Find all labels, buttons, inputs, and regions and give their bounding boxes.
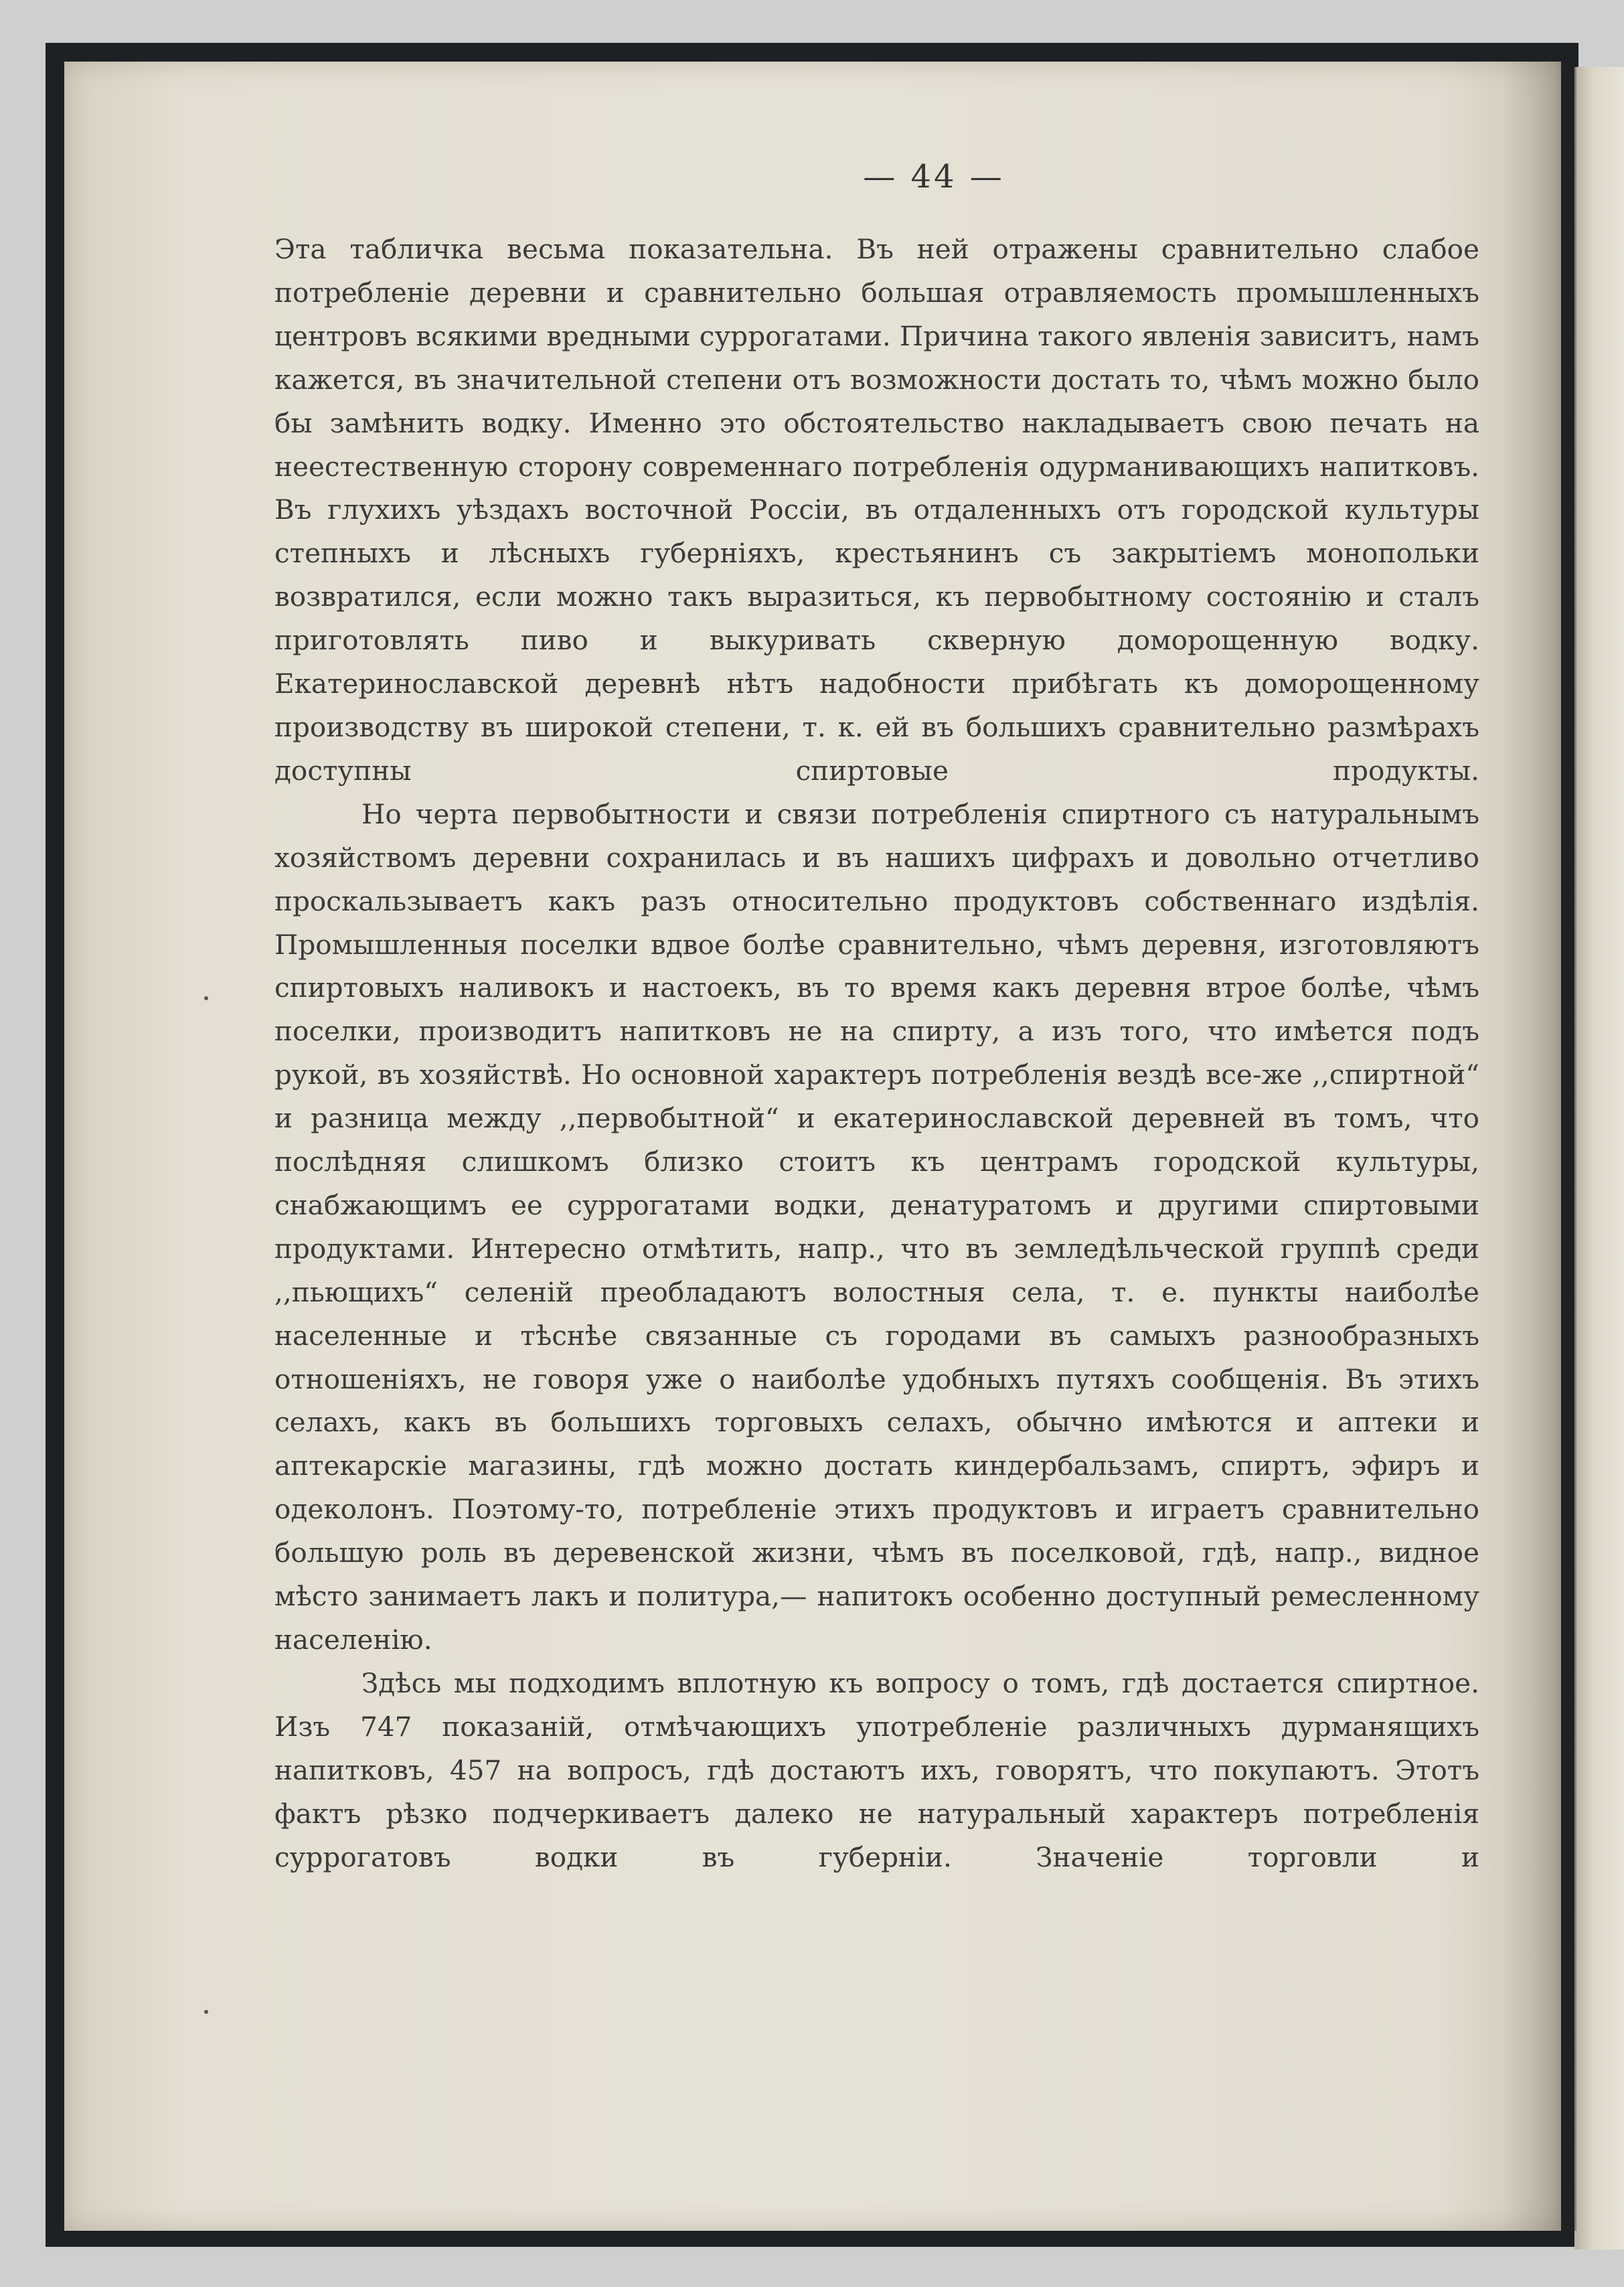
page-number: — 44 — <box>863 158 1005 195</box>
paragraph-2: Но черта первобытности и связи потребленія спиртного съ натуральнымъ хозяйствомъ деревни сохранилась и въ нашихъ цифрахъ и довольно отчетливо проскальзываетъ какъ разъ относительно продуктовъ собственнаго издѣлія. Промышленныя поселки вдвое болѣе сравнительно, чѣмъ деревня, изготовляютъ спиртовыхъ наливокъ и настоекъ, въ то время какъ деревня втрое болѣе, чѣмъ поселки, производитъ напитковъ не на спирту, а изъ того, что имѣется подъ рукой, въ хозяйствѣ. Но основной характеръ потребленія вездѣ все-же ,,спиртной“ и разница между ,,первобытной“ и екатеринославской деревней въ томъ, что послѣдняя слишкомъ близко стоитъ къ центрамъ городской культуры, снабжающимъ ее суррогатами водки, денатуратомъ и другими спиртовыми продуктами. Интересно отмѣтить, напр., что въ земледѣльческой группѣ среди ,,пьющихъ“ селеній преобладаютъ волостныя села, т. е. пункты наиболѣе населенные и тѣснѣе связанные съ городами въ самыхъ разнообразныхъ отношеніяхъ, не говоря уже о наиболѣе удобныхъ путяхъ сообщенія. Въ этихъ селахъ, какъ въ большихъ торговыхъ селахъ, обычно имѣются и аптеки и аптекарскіе магазины, гдѣ можно достать киндербальзамъ, спиртъ, эфиръ и одеколонъ. Поэтому-то, потребленіе этихъ продуктовъ и играетъ сравнительно большую роль въ деревенской жизни, чѣмъ въ поселковой, гдѣ, напр., видное мѣсто занимаетъ лакъ и политура,— напитокъ особенно доступный ремесленному населенію. <box>274 797 1479 1656</box>
next-page-edge <box>1574 67 1624 2250</box>
paragraph-1: Эта табличка весьма показательна. Въ ней отражены сравнительно слабое потребленіе деревни и сравнительно большая отравляемость промышленныхъ центровъ всякими вредными суррогатами. Причина такого явленія зависитъ, намъ кажется, въ значительной степени отъ возможности достать то, чѣмъ можно было бы замѣнить водку. Именно это обстоятельство накладываетъ свою печать на неестественную сторону современнаго потребленія одурманивающихъ напитковъ. Въ глухихъ уѣздахъ восточной Россіи, въ отдаленныхъ отъ городской культуры степныхъ и лѣсныхъ губерніяхъ, крестьянинъ съ закрытіемъ монопольки возвратился, если можно такъ выразиться, къ первобытному состоянію и сталъ приготовлять пиво и выкуривать скверную доморощенную водку. Екатеринославской деревнѣ нѣтъ надобности прибѣгать къ доморощенному производству въ широкой степени, т. к. ей въ большихъ сравнительно размѣрахъ доступны спиртовые продукты. <box>274 233 1479 787</box>
body-text <box>274 228 1479 1879</box>
speck <box>204 996 208 1000</box>
binding-shadow <box>1503 62 1576 2231</box>
speck <box>204 2010 208 2014</box>
paragraph-3: Здѣсь мы подходимъ вплотную къ вопросу о томъ, гдѣ достается спиртное. Изъ 747 показаній, отмѣчающихъ употребленіе различныхъ дурманящихъ напитковъ, 457 на вопросъ, гдѣ достаютъ ихъ, говорятъ, что покупаютъ. Этотъ фактъ рѣзко подчеркиваетъ далеко не натуральный характеръ потребленія суррогатовъ водки въ губерніи. Значеніе торговли и <box>274 1666 1479 1873</box>
